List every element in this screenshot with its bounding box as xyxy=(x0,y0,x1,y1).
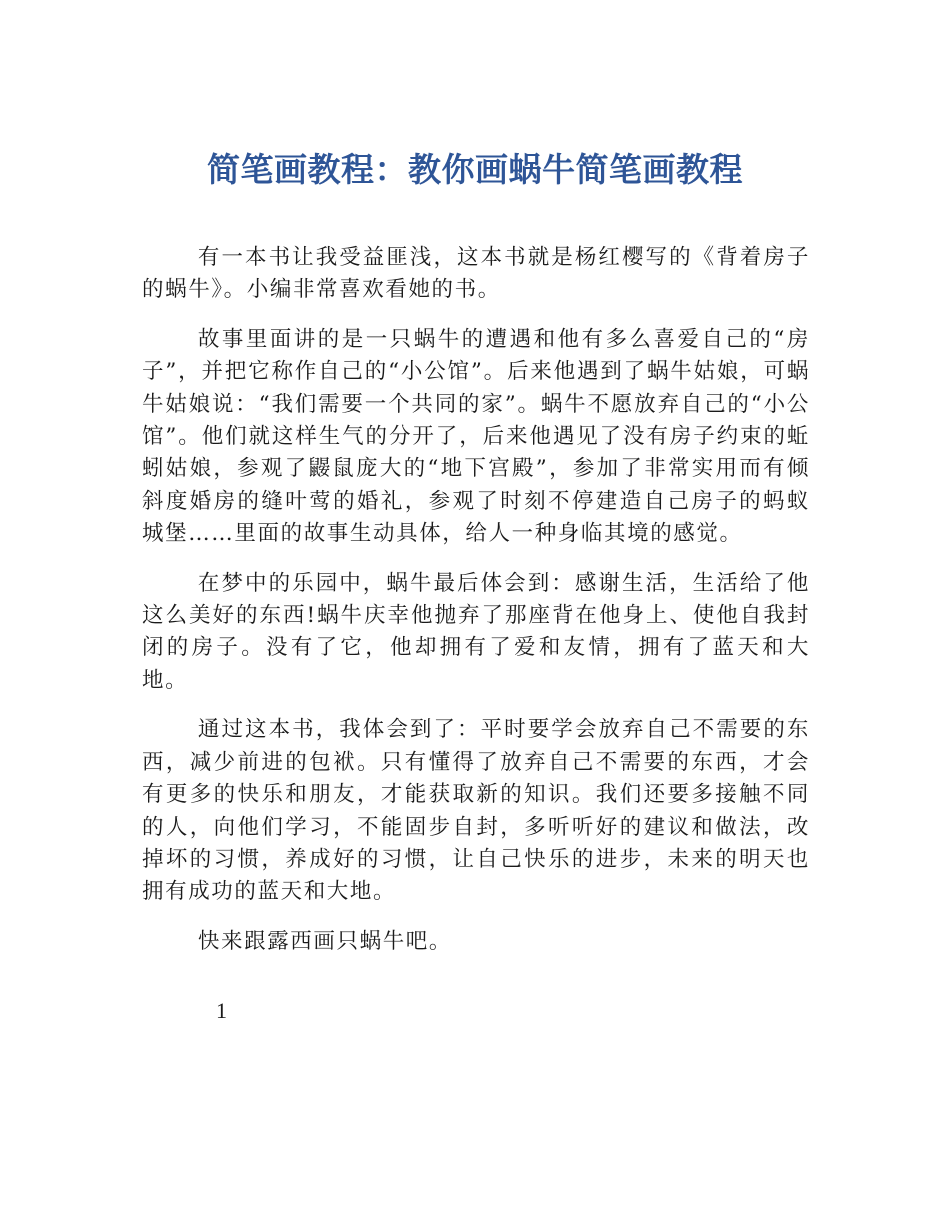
paragraph-1: 有一本书让我受益匪浅，这本书就是杨红樱写的《背着房子的蜗牛》。小编非常喜欢看她的书。 xyxy=(142,245,810,303)
document-title: 简笔画教程：教你画蜗牛简笔画教程 xyxy=(207,150,743,189)
paragraph-5: 快来跟露西画只蜗牛吧。 xyxy=(197,928,452,954)
paragraph-4: 通过这本书，我体会到了：平时要学会放弃自己不需要的东西，减少前进的包袱。只有懂得了放弃自己不需要的东西，才会有更多的快乐和朋友，才能获取新的知识。我们还要多接触不同的人，向他们学习，不能固步自封，多听听好的建议和做法，改掉坏的习惯，养成好的习惯，让自己快乐的进步，未来的明天也拥有成功的蓝天和大地。 xyxy=(142,717,810,905)
paragraph-2: 故事里面讲的是一只蜗牛的遭遇和他有多么喜爱自己的“房子”，并把它称作自己的“小公馆”。后来他遇到了蜗牛姑娘，可蜗牛姑娘说：“我们需要一个共同的家”。蜗牛不愿放弃自己的“小公馆”。他们就这样生气的分开了，后来他遇见了没有房子约束的蚯蚓姑娘，参观了鼹鼠庞大的“地下宫殿”，参加了非常实用而有倾斜度婚房的缝叶莺的婚礼，参观了时刻不停建造自己房子的蚂蚁城堡……里面的故事生动具体，给人一种身临其境的感觉。 xyxy=(142,326,810,547)
paragraph-3: 在梦中的乐园中，蜗牛最后体会到：感谢生活，生活给了他这么美好的东西!蜗牛庆幸他抛弃了那座背在他身上、使他自我封闭的房子。没有了它，他却拥有了爱和友情，拥有了蓝天和大地。 xyxy=(142,570,810,693)
page-number: 1 xyxy=(216,998,227,1023)
document-body xyxy=(142,242,810,975)
